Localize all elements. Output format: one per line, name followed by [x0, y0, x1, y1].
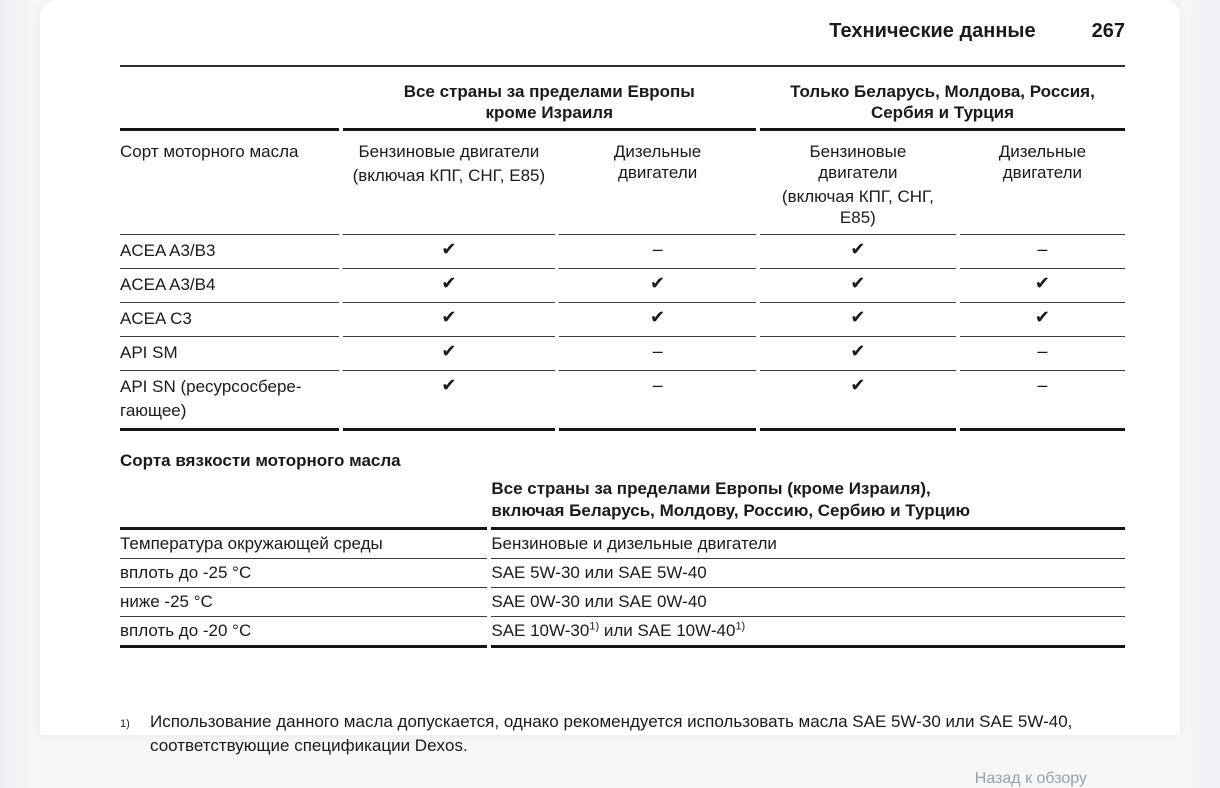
oil-grade-table [116, 67, 1129, 431]
column-header-line: Е85) [839, 208, 876, 227]
dash-mark: – [559, 235, 756, 269]
column-header-oil-grade [120, 131, 339, 235]
row-label: ACEA A3/B3 [120, 235, 339, 269]
row-label: API SM [120, 337, 339, 371]
table-row [120, 235, 1125, 269]
dash-mark: – [960, 371, 1125, 431]
table-row [120, 559, 1125, 588]
column-header-line: Дизельные [998, 142, 1087, 161]
group-header-line: Сербия и Турция [870, 103, 1015, 122]
table-row [120, 530, 1125, 559]
row-value: SAE 0W-30 или SAE 0W-40 [491, 588, 1125, 617]
group-header-line: Все страны за пределами Европы [403, 82, 695, 101]
group-header-cis [760, 67, 1125, 131]
check-icon: ✔ [960, 303, 1125, 337]
check-icon: ✔ [760, 235, 956, 269]
table-row [120, 337, 1125, 371]
viscosity-header-line: включая Беларусь, Молдову, Россию, Сербию и Турцию [491, 501, 971, 520]
viscosity-header-spacer [120, 478, 487, 530]
dash-mark: – [960, 337, 1125, 371]
table-row [120, 588, 1125, 617]
viscosity-header-row [120, 478, 1125, 530]
row-label: Температура окружающей среды [120, 530, 487, 559]
row-label: ACEA C3 [120, 303, 339, 337]
column-header-diesel-1 [559, 131, 756, 235]
column-header-line: Бензиновые [809, 142, 907, 161]
column-header-line: (включая КПГ, СНГ, Е85) [352, 166, 546, 185]
check-icon: ✔ [343, 371, 556, 431]
page-number: 267 [1091, 20, 1125, 42]
check-icon: ✔ [760, 337, 956, 371]
manual-page [40, 0, 1180, 787]
group-header-spacer [120, 67, 339, 131]
table-row [120, 303, 1125, 337]
check-icon: ✔ [760, 303, 956, 337]
row-label: вплоть до -25 °C [120, 559, 487, 588]
row-value: Бензиновые и дизельные двигатели [491, 530, 1125, 559]
page-header [120, 20, 1125, 67]
check-icon: ✔ [760, 371, 956, 431]
row-label: API SN (ресурсосбере-гающее) [120, 371, 339, 431]
group-header-non-europe [343, 67, 756, 131]
column-header-petrol-2 [760, 131, 956, 235]
dash-mark: – [559, 337, 756, 371]
column-header-petrol-1 [343, 131, 556, 235]
table-row [120, 617, 1125, 648]
column-header-line: двигатели [818, 163, 898, 182]
page-title: Технические данные [829, 20, 1036, 42]
viscosity-countries-header [491, 478, 1125, 530]
column-header-line: двигатели [617, 163, 698, 182]
check-icon: ✔ [343, 337, 556, 371]
check-icon: ✔ [343, 303, 556, 337]
check-icon: ✔ [343, 269, 556, 303]
footnote-marker: 1) [120, 718, 130, 730]
row-label: ACEA A3/B4 [120, 269, 339, 303]
country-group-header-row [120, 67, 1125, 131]
viscosity-section-title: Сорта вязкости моторного масла [120, 451, 401, 470]
viscosity-table [116, 478, 1129, 648]
viscosity-header-line: Все страны за пределами Европы (кроме Израиля), [491, 479, 931, 498]
column-header-line: Дизельные [613, 142, 702, 161]
row-value [491, 617, 1125, 648]
check-icon: ✔ [760, 269, 956, 303]
check-icon: ✔ [559, 303, 756, 337]
check-icon: ✔ [960, 269, 1125, 303]
footnote-ref: 1) [735, 620, 746, 633]
row-label: ниже -25 °C [120, 588, 487, 617]
footnote-ref: 1) [589, 620, 600, 633]
back-link-row [120, 770, 1125, 788]
column-header-line: двигатели [1002, 163, 1083, 182]
check-icon: ✔ [343, 235, 556, 269]
dash-mark: – [559, 371, 756, 431]
row-value: SAE 5W-30 или SAE 5W-40 [491, 559, 1125, 588]
column-header-line: (включая КПГ, СНГ, [781, 187, 934, 206]
column-header-row [120, 131, 1125, 235]
sae-value: или SAE 10W-40 [599, 621, 736, 640]
column-header-line: Сорт моторного масла [120, 142, 299, 161]
table-row [120, 371, 1125, 431]
check-icon: ✔ [559, 269, 756, 303]
footnote [120, 710, 1125, 758]
sae-value: SAE 10W-30 [491, 621, 590, 640]
table-row [120, 269, 1125, 303]
back-to-overview-link[interactable]: Назад к обзору [974, 770, 1087, 787]
group-header-line: Только Беларусь, Молдова, Россия, [790, 82, 1095, 101]
group-header-line: кроме Израиля [485, 103, 614, 122]
footnote-text: Использование данного масла допускается, однако рекомендуется использовать масла SAE 5W-30 или SAE 5W-40, соответствующие спецификации Dexos. [150, 712, 1073, 755]
column-header-line: Бензиновые двигатели [358, 142, 540, 161]
row-label: вплоть до -20 °C [120, 617, 487, 648]
dash-mark: – [960, 235, 1125, 269]
column-header-diesel-2 [960, 131, 1125, 235]
